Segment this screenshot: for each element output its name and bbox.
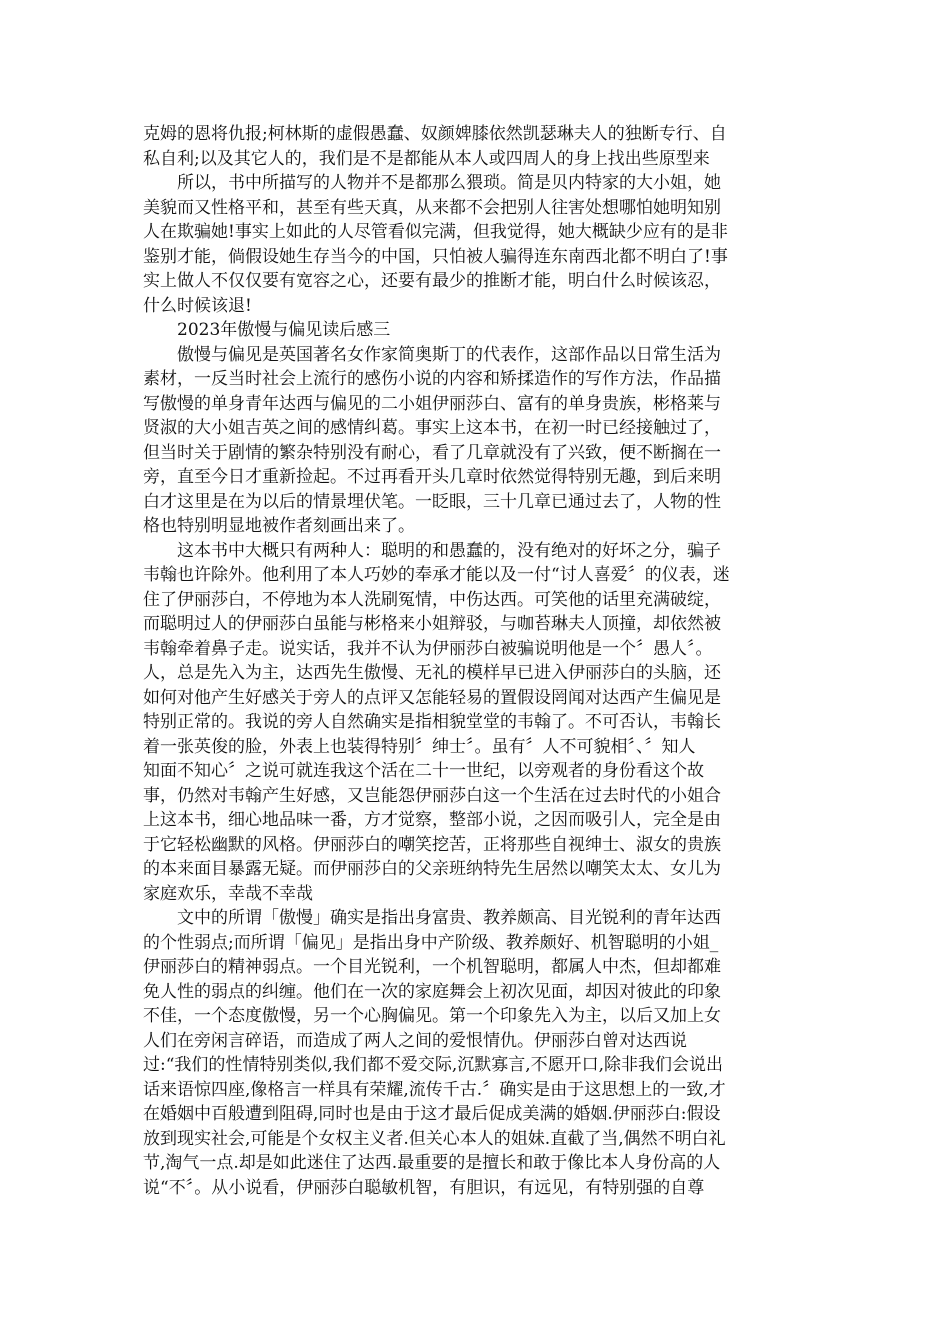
text-line: 节,淘气一点.却是如此迷住了达西.最重要的是擅长和敢于像比本人身份高的人 xyxy=(143,1153,721,1173)
text-line: 于它轻松幽默的风格。伊丽莎白的嘲笑挖苦，正将那些自视绅士、淑女的贵族 xyxy=(143,834,721,855)
text-line: 免人性的弱点的纠缠。他们在一次的家庭舞会上初次见面，却因对彼此的印象 xyxy=(143,981,721,1002)
text-line: 贤淑的大小姐吉英之间的感情纠葛。事实上这本书，在初一时已经接触过了， xyxy=(143,418,721,438)
text-line: 特别正常的。我说的旁人自然确实是指相貌堂堂的韦翰了。不可否认，韦翰长 xyxy=(143,712,721,732)
text-line: 伊丽莎白的精神弱点。一个目光锐利，一个机智聪明，都属人中杰，但却都难 xyxy=(143,957,721,977)
text-line: 2023年傲慢与偏见读后感三 xyxy=(177,320,391,340)
text-line: 的本来面目暴露无疑。而伊丽莎白的父亲班纳特先生居然以嘲笑太太、女儿为 xyxy=(143,859,721,879)
text-line: 写傲慢的单身青年达西与偏见的二小姐伊丽莎白、富有的单身贵族，彬格莱与 xyxy=(143,393,721,414)
text-line: 人们在旁闲言碎语，而造成了两人之间的爱恨情仇。伊丽莎白曾对达西说 xyxy=(143,1030,687,1051)
text-line: 话来语惊四座,像格言一样具有荣耀,流传千古.〞确实是由于这思想上的一致,才 xyxy=(143,1079,726,1100)
text-line: 家庭欢乐，幸哉不幸哉 xyxy=(143,883,313,904)
text-line: 如何对他产生好感关于旁人的点评又怎能轻易的置假设罔闻对达西产生偏见是 xyxy=(143,687,721,708)
text-line: 事，仍然对韦翰产生好感，又岂能怨伊丽莎白这一个生活在过去时代的小姐合 xyxy=(143,785,721,806)
text-line: 什么时候该退! xyxy=(143,295,252,316)
text-line: 的个性弱点;而所谓「偏见」是指出身中产阶级、教养颇好、机智聪明的小姐_ xyxy=(143,932,719,953)
text-line: 格也特别明显地被作者刻画出来了。 xyxy=(143,516,415,536)
text-line: 人，总是先入为主，达西先生傲慢、无礼的模样早已进入伊丽莎白的头脑，还 xyxy=(143,663,721,683)
text-line: 韦翰牵着鼻子走。说实话，我并不认为伊丽莎白被骗说明他是一个〞愚人〞。 xyxy=(143,638,713,659)
text-line: 傲慢与偏见是英国著名女作家简奥斯丁的代表作，这部作品以日常生活为 xyxy=(177,344,721,365)
text-line: 知面不知心〞之说可就连我这个活在二十一世纪，以旁观者的身份看这个故 xyxy=(143,761,704,781)
text-line: 美貌而又性格平和，甚至有些天真，从来都不会把别人往害处想哪怕她明知别 xyxy=(143,197,721,218)
text-line: 所以，书中所描写的人物并不是都那么猥琐。简是贝内特家的大小姐，她 xyxy=(177,173,721,193)
text-line: 私自利;以及其它人的，我们是不是都能从本人或四周人的身上找出些原型来 xyxy=(143,148,710,169)
text-line: 素材，一反当时社会上流行的感伤小说的内容和矫揉造作的写作方法，作品描 xyxy=(143,369,721,389)
text-line: 实上做人不仅仅要有宽容之心，还要有最少的推断才能，明白什么时候该忍， xyxy=(143,271,721,291)
text-line: 鉴别才能，倘假设她生存当今的中国，只怕被人骗得连东南西北都不明白了!事 xyxy=(143,246,728,267)
text-line: 人在欺骗她!事实上如此的人尽管看似完满，但我觉得，她大概缺少应有的是非 xyxy=(143,222,728,242)
text-line: 上这本书，细心地品味一番，方才觉察，整部小说，之因而吸引人，完全是由 xyxy=(143,810,721,830)
text-line: 韦翰也许除外。他利用了本人巧妙的奉承才能以及一付“讨人喜爱〞的仪表，迷 xyxy=(143,565,730,585)
text-line: 但当时关于剧情的繁杂特别没有耐心，看了几章就没有了兴致，便不断搁在一 xyxy=(143,442,721,463)
text-line: 在婚姻中百般遭到阻碍,同时也是由于这才最后促成美满的婚姻.伊丽莎白:假设 xyxy=(143,1104,721,1124)
text-line: 文中的所谓「傲慢」确实是指出身富贵、教养颇高、目光锐利的青年达西 xyxy=(177,908,721,928)
text-line: 放到现实社会,可能是个女权主义者.但关心本人的姐妹.直截了当,偶然不明白礼 xyxy=(143,1128,726,1149)
text-line: 着一张英俊的脸，外表上也装得特别〞绅士〞。虽有〞人不可貌相〞、〞知人 xyxy=(143,736,696,757)
text-line: 住了伊丽莎白，不停地为本人洗刷冤情，中伤达西。可笑他的话里充满破绽， xyxy=(143,589,721,610)
text-line: 白才这里是在为以后的情景埋伏笔。一眨眼，三十几章已通过去了，人物的性 xyxy=(143,491,721,512)
document-body xyxy=(143,122,808,1200)
text-line: 说“不〞。从小说看，伊丽莎白聪敏机智，有胆识，有远见，有特别强的自尊 xyxy=(143,1177,705,1198)
text-line: 克姆的恩将仇报;柯林斯的虚假愚蠢、奴颜婢膝依然凯瑟琳夫人的独断专行、自 xyxy=(143,124,727,144)
text-line: 过:“我们的性情特别类似,我们都不爱交际,沉默寡言,不愿开口,除非我们会说出 xyxy=(143,1055,724,1075)
text-line: 而聪明过人的伊丽莎白虽能与彬格来小姐辩驳，与咖苔琳夫人顶撞，却依然被 xyxy=(143,614,721,634)
text-line: 这本书中大概只有两种人：聪明的和愚蠢的，没有绝对的好坏之分，骗子 xyxy=(177,540,721,561)
text-line: 不佳，一个态度傲慢，另一个心胸偏见。第一个印象先入为主，以后又加上女 xyxy=(143,1006,721,1026)
text-line: 旁，直至今日才重新捡起。不过再看开头几章时依然觉得特别无趣，到后来明 xyxy=(143,467,721,487)
